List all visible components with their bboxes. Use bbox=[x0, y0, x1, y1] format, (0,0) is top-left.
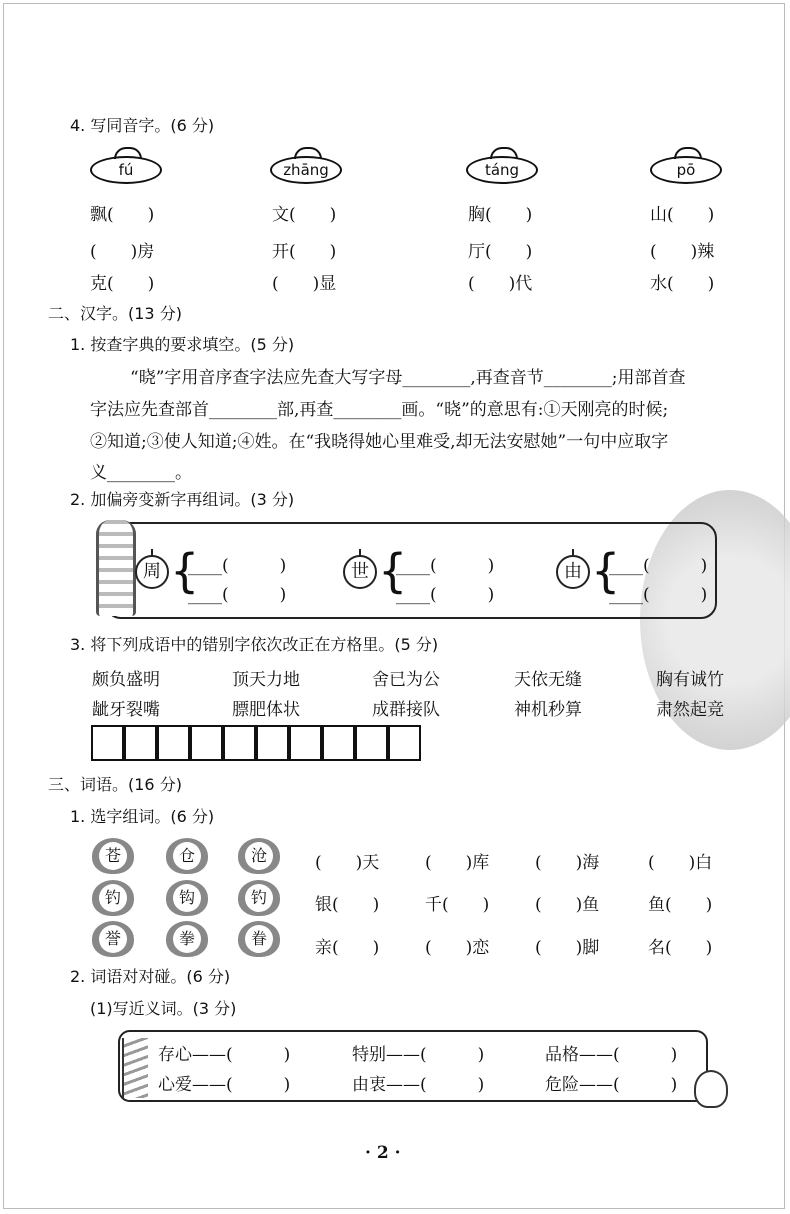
q4-cell[interactable]: 水( ) bbox=[650, 274, 715, 294]
q2-blank[interactable]: ____( ) bbox=[609, 556, 708, 576]
synonym-item[interactable]: 特别——( ) bbox=[352, 1045, 485, 1065]
s2-q1-line3: ②知道;③使人知道;④姓。在“我晓得她心里难受,却无法安慰她”一句中应取字 bbox=[90, 432, 669, 452]
heart-char: 钓 bbox=[92, 880, 134, 916]
idiom: 膘肥体状 bbox=[232, 700, 300, 720]
q4-cell[interactable]: ( )显 bbox=[272, 274, 337, 294]
s3-cell[interactable]: ( )海 bbox=[535, 853, 600, 873]
answer-grid-cell[interactable] bbox=[388, 725, 421, 761]
answer-grid-cell[interactable] bbox=[289, 725, 322, 761]
q4-cell[interactable]: 山( ) bbox=[650, 205, 715, 225]
heart-char: 拳 bbox=[166, 921, 208, 957]
s3-q1-title: 1. 选字组词。(6 分) bbox=[70, 807, 215, 826]
synonym-item[interactable]: 危险——( ) bbox=[545, 1075, 678, 1095]
squirrel-icon bbox=[694, 1070, 728, 1108]
q4-cell[interactable]: 胸( ) bbox=[468, 205, 533, 225]
q2-blank[interactable]: ____( ) bbox=[396, 585, 495, 605]
answer-grid-cell[interactable] bbox=[157, 725, 190, 761]
q2-blank[interactable]: ____( ) bbox=[396, 556, 495, 576]
s3-cell[interactable]: ( )库 bbox=[425, 853, 490, 873]
brace-icon: { bbox=[591, 544, 621, 598]
idiom: 颇负盛明 bbox=[92, 670, 160, 690]
s3-cell[interactable]: 千( ) bbox=[425, 895, 490, 915]
giraffe-icon bbox=[96, 520, 136, 616]
apple-char: 周 bbox=[135, 555, 169, 589]
s3-cell[interactable]: 亲( ) bbox=[315, 938, 380, 958]
s3-cell[interactable]: 银( ) bbox=[315, 895, 380, 915]
synonym-item[interactable]: 由衷——( ) bbox=[352, 1075, 485, 1095]
page-number: · 2 · bbox=[365, 1143, 401, 1163]
heart-char: 眷 bbox=[238, 921, 280, 957]
apple-char: 由 bbox=[556, 555, 590, 589]
idiom: 舍已为公 bbox=[372, 670, 440, 690]
s3-cell[interactable]: ( )脚 bbox=[535, 938, 600, 958]
s3-cell[interactable]: ( )鱼 bbox=[535, 895, 600, 915]
answer-grid-cell[interactable] bbox=[190, 725, 223, 761]
q4-cell[interactable]: ( )房 bbox=[90, 242, 155, 262]
q2-blank[interactable]: ____( ) bbox=[188, 556, 287, 576]
apple-char: 世 bbox=[343, 555, 377, 589]
idiom: 龇牙裂嘴 bbox=[92, 700, 160, 720]
s3-q2-title: 2. 词语对对碰。(6 分) bbox=[70, 967, 231, 986]
section-2-title: 二、汉字。(13 分) bbox=[48, 304, 182, 323]
s2-q1-line1[interactable]: “晓”字用音序查字法应先查大写字母________,再查音节________;用部首查 bbox=[130, 368, 686, 388]
s3-cell[interactable]: ( )天 bbox=[315, 853, 380, 873]
idiom: 肃然起竞 bbox=[656, 700, 724, 720]
section-3-title: 三、词语。(16 分) bbox=[48, 775, 182, 794]
brace-icon: { bbox=[378, 544, 408, 598]
heart-char: 苍 bbox=[92, 838, 134, 874]
s2-q1-line4[interactable]: 义________。 bbox=[90, 463, 192, 483]
answer-grid-cell[interactable] bbox=[322, 725, 355, 761]
answer-grid-cell[interactable] bbox=[223, 725, 256, 761]
s2-q1-line2[interactable]: 字法应先查部首________部,再查________画。“晓”的意思有:①天刚亮的时候; bbox=[90, 400, 669, 420]
pinyin-pill: táng bbox=[466, 156, 538, 184]
q4-title: 4. 写同音字。(6 分) bbox=[70, 116, 215, 135]
s2-q1-title: 1. 按查字典的要求填空。(5 分) bbox=[70, 335, 295, 354]
heart-char: 沧 bbox=[238, 838, 280, 874]
synonym-item[interactable]: 存心——( ) bbox=[158, 1045, 291, 1065]
answer-grid-cell[interactable] bbox=[91, 725, 124, 761]
pinyin-pill: zhāng bbox=[270, 156, 342, 184]
q4-cell[interactable]: 文( ) bbox=[272, 205, 337, 225]
s3-cell[interactable]: 鱼( ) bbox=[648, 895, 713, 915]
idiom: 顶天力地 bbox=[232, 670, 300, 690]
brace-icon: { bbox=[170, 544, 200, 598]
idiom: 成群接队 bbox=[372, 700, 440, 720]
q2-blank[interactable]: ____( ) bbox=[609, 585, 708, 605]
synonym-item[interactable]: 品格——( ) bbox=[545, 1045, 678, 1065]
s3-cell[interactable]: ( )恋 bbox=[425, 938, 490, 958]
pinyin-pill: pō bbox=[650, 156, 722, 184]
q2-blank[interactable]: ____( ) bbox=[188, 585, 287, 605]
answer-grid-cell[interactable] bbox=[256, 725, 289, 761]
heart-char: 誉 bbox=[92, 921, 134, 957]
q4-cell[interactable]: 厅( ) bbox=[468, 242, 533, 262]
s3-q2-subtitle: (1)写近义词。(3 分) bbox=[90, 999, 237, 1018]
q4-cell[interactable]: ( )代 bbox=[468, 274, 533, 294]
s3-cell[interactable]: 名( ) bbox=[648, 938, 713, 958]
heart-char: 仓 bbox=[166, 838, 208, 874]
q4-cell[interactable]: 克( ) bbox=[90, 274, 155, 294]
answer-grid-cell[interactable] bbox=[124, 725, 157, 761]
s3-cell[interactable]: ( )白 bbox=[648, 853, 713, 873]
idiom: 天依无缝 bbox=[514, 670, 582, 690]
idiom: 胸有诚竹 bbox=[656, 670, 724, 690]
pinyin-pill: fú bbox=[90, 156, 162, 184]
synonym-item[interactable]: 心爱——( ) bbox=[158, 1075, 291, 1095]
q4-cell[interactable]: ( )辣 bbox=[650, 242, 715, 262]
q4-cell[interactable]: 飘( ) bbox=[90, 205, 155, 225]
s2-q2-title: 2. 加偏旁变新字再组词。(3 分) bbox=[70, 490, 295, 509]
s2-q3-title: 3. 将下列成语中的错别字依次改正在方格里。(5 分) bbox=[70, 635, 439, 654]
heart-char: 钓 bbox=[238, 880, 280, 916]
idiom: 神机秒算 bbox=[514, 700, 582, 720]
heart-char: 钩 bbox=[166, 880, 208, 916]
plant-icon bbox=[122, 1038, 148, 1098]
q4-cell[interactable]: 开( ) bbox=[272, 242, 337, 262]
answer-grid-cell[interactable] bbox=[355, 725, 388, 761]
